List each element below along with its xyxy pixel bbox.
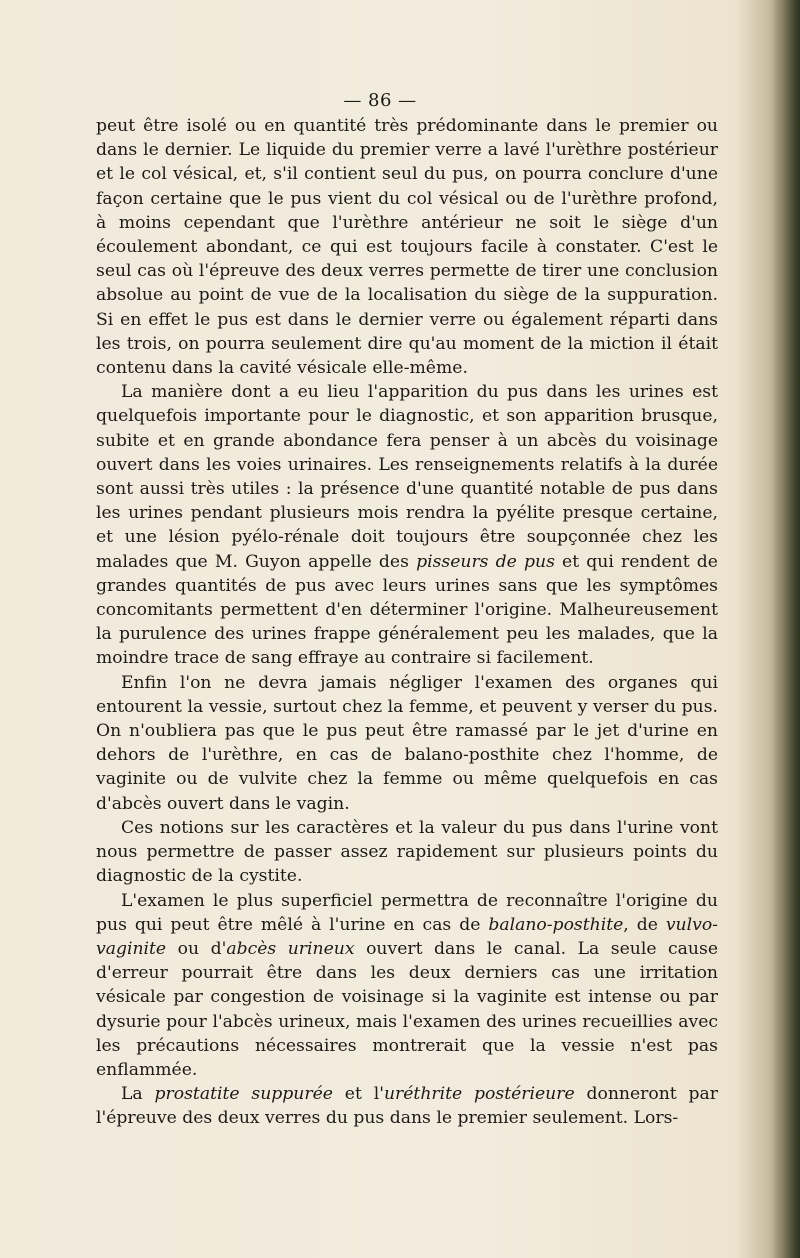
italic-term: prostatite suppurée (154, 1084, 333, 1105)
italic-term: vulvo-vaginite (96, 914, 718, 959)
italic-term: pisseurs de pus (416, 551, 555, 572)
text-run: ou d' (166, 938, 227, 959)
body-text (96, 114, 718, 1131)
paragraph (96, 1082, 718, 1130)
text-run: peut être isolé ou en quantité très prédominante dans le premier ou dans le dernier. Le liquide du premier verre a lavé l'urèthre postérieur et le col vésical, et, s'il contient seul du pus, on pourra conclure d'une façon certaine que le pus vient du col vésical ou de l'urèthre profond, à moins cependant que l'urèthre antérieur ne soit le siège d'un écoulement abondant, ce qui est toujours facile à constater. C'est le seul cas où l'épreuve des deux verres permette de tirer une conclusion absolue au point de vue de la localisation du siège de la suppuration. Si en effet le pus est dans le dernier verre ou également réparti dans les trois, on pourra seulement dire qu'au moment de la miction il était contenu dans la cavité vésicale elle-même. (96, 116, 718, 379)
paragraph (96, 380, 718, 670)
text-run: Ces notions sur les caractères et la valeur du pus dans l'urine vont nous permettre de passer assez rapidement sur plusieurs points du diagnostic de la cystite. (96, 817, 718, 887)
text-run: et l' (332, 1084, 384, 1105)
text-run: La manière dont a eu lieu l'apparition du pus dans les urines est quelquefois importante pour le diagnostic, et son apparition brusque, subite et en grande abondance fera penser à un abcès du voisinage ouvert dans les voies urinaires. Les renseignements relatifs à la durée sont aussi très utiles : la présence d'une quantité notable de pus dans les urines pendant plusieurs mois rendra la pyélite presque certaine, et une lésion pyélo-rénale doit toujours être soupçonnée chez les malades que M. Guyon appelle des (96, 382, 718, 572)
page-number: — 86 — (343, 90, 417, 111)
text-run: donneront par l'épreuve des deux verres du pus dans le premier seulement. Lors- (96, 1084, 719, 1129)
paragraph (96, 889, 718, 1083)
text-run: La (121, 1084, 155, 1105)
italic-term: abcès urineux (226, 938, 355, 959)
text-run: et qui rendent de grandes quantités de pus avec leurs urines sans que les symptômes concomitants permettent d'en déterminer l'origine. Malheureusement la purulence des urines frappe généralement peu les malades, que la moindre trace de sang effraye au contraire si facilement. (96, 551, 718, 669)
paragraph (96, 671, 718, 816)
italic-term: uréthrite postérieure (383, 1084, 575, 1105)
text-run: L'examen le plus superficiel permettra de reconnaître l'origine du pus qui peut être mêlé à l'urine en cas de (96, 890, 718, 935)
paragraph (96, 114, 718, 380)
text-run: Enfin l'on ne devra jamais négliger l'examen des organes qui entourent la vessie, surtout chez la femme, et peuvent y verser du pus. On n'oubliera pas que le pus peut être ramassé par le jet d'urine en dehors de l'urèthre, en cas de balano-posthite chez l'homme, de vaginite ou de vulvite chez la femme ou même quelquefois en cas d'abcès ouvert dans le vagin. (96, 672, 718, 814)
page-edge-shadow (772, 0, 800, 1258)
paragraph (96, 816, 718, 889)
text-run: ouvert dans le canal. La seule cause d'erreur pourrait être dans les deux derniers cas une irritation vésicale par congestion de voisinage si la vaginite est intense ou par dysurie pour l'abcès urineux, mais l'examen des urines recueillies avec les précautions nécessaires montrerait que la vessie n'est pas enflammée. (96, 938, 718, 1080)
text-run: , de (623, 914, 666, 935)
italic-term: balano-posthite (488, 914, 624, 935)
